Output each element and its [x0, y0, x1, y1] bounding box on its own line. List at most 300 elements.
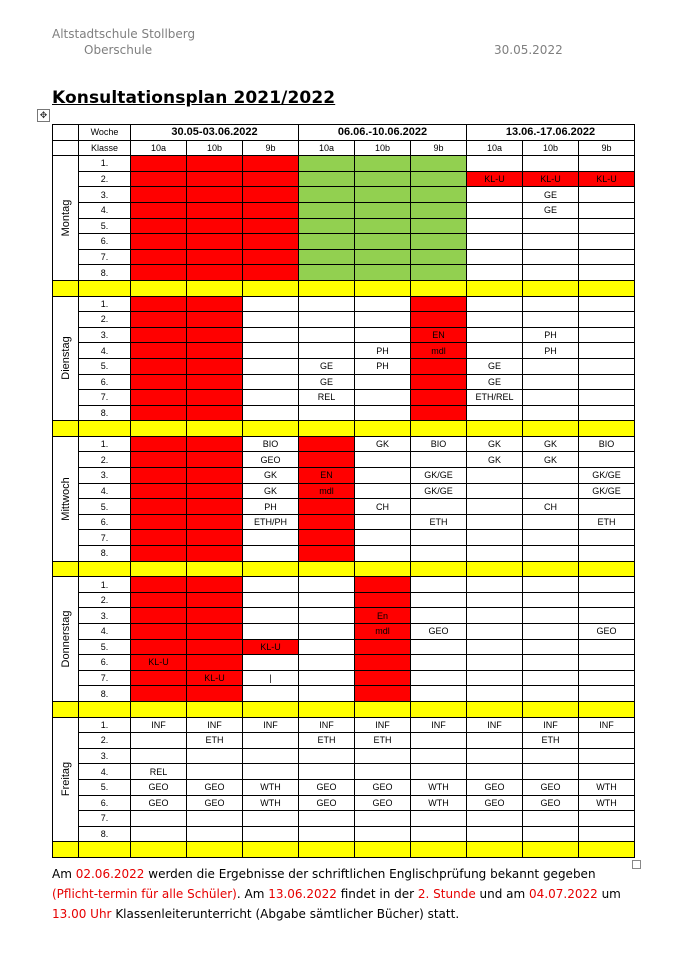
schedule-cell [355, 374, 411, 390]
schedule-cell [579, 546, 635, 562]
schedule-cell [131, 436, 187, 452]
schedule-cell [467, 156, 523, 172]
schedule-cell [131, 530, 187, 546]
schedule-cell [299, 514, 355, 530]
table-row [53, 218, 635, 234]
schedule-cell [411, 374, 467, 390]
period-number: 6. [79, 234, 131, 250]
period-number: 7. [79, 390, 131, 406]
schedule-cell [299, 343, 355, 359]
schedule-cell: GE [523, 202, 579, 218]
schedule-cell [523, 234, 579, 250]
schedule-cell: KL-U [187, 670, 243, 686]
schedule-cell [299, 530, 355, 546]
schedule-cell [243, 764, 299, 780]
schedule-cell [131, 499, 187, 515]
schedule-cell: KL-U [467, 171, 523, 187]
class-header: 10a [467, 140, 523, 156]
table-row [53, 452, 635, 468]
schedule-cell [467, 546, 523, 562]
schedule-cell [411, 592, 467, 608]
schedule-cell [299, 655, 355, 671]
period-number: 5. [79, 358, 131, 374]
schedule-cell [187, 686, 243, 702]
schedule-cell: GEO [131, 795, 187, 811]
day-label [53, 296, 79, 421]
woche-label: Woche [79, 125, 131, 141]
schedule-cell [299, 499, 355, 515]
schedule-cell [243, 748, 299, 764]
separator-cell [187, 701, 243, 717]
separator-cell [79, 701, 131, 717]
table-row [53, 670, 635, 686]
schedule-cell [187, 327, 243, 343]
table-row [53, 265, 635, 281]
schedule-cell [579, 733, 635, 749]
day-separator-row [53, 421, 635, 437]
schedule-cell [243, 655, 299, 671]
schedule-cell [467, 249, 523, 265]
schedule-cell [187, 748, 243, 764]
period-number: 3. [79, 468, 131, 484]
table-row [53, 468, 635, 484]
schedule-cell [411, 296, 467, 312]
separator-cell [243, 842, 299, 858]
schedule-cell [187, 202, 243, 218]
schedule-cell [187, 436, 243, 452]
schedule-cell [355, 234, 411, 250]
schedule-cell [355, 312, 411, 328]
footer-highlight: (Pflicht-termin für alle Schüler) [52, 887, 237, 901]
schedule-cell [355, 483, 411, 499]
table-row [53, 358, 635, 374]
table-row [53, 374, 635, 390]
day-separator-row [53, 280, 635, 296]
separator-cell [299, 421, 355, 437]
schedule-cell: ETH [579, 514, 635, 530]
schedule-cell [243, 546, 299, 562]
schedule-cell: GE [467, 374, 523, 390]
schedule-cell [243, 343, 299, 359]
schedule-cell: GEO [579, 624, 635, 640]
schedule-cell [131, 826, 187, 842]
table-row [53, 577, 635, 593]
table-row [53, 811, 635, 827]
schedule-cell [187, 390, 243, 406]
schedule-cell [579, 343, 635, 359]
schedule-cell: GEO [411, 624, 467, 640]
schedule-cell [131, 733, 187, 749]
schedule-cell: GK/GE [411, 483, 467, 499]
schedule-cell [243, 171, 299, 187]
schedule-cell: PH [243, 499, 299, 515]
separator-cell [243, 701, 299, 717]
schedule-cell [467, 327, 523, 343]
schedule-cell [299, 811, 355, 827]
schedule-cell [411, 171, 467, 187]
schedule-cell [243, 577, 299, 593]
separator-cell [411, 280, 467, 296]
schedule-cell: GEO [131, 779, 187, 795]
schedule-cell [243, 811, 299, 827]
schedule-cell [411, 748, 467, 764]
schedule-cell [467, 608, 523, 624]
schedule-cell: GK/GE [579, 468, 635, 484]
schedule-cell [523, 514, 579, 530]
schedule-cell [355, 670, 411, 686]
school-name: Altstadtschule Stollberg [52, 27, 196, 41]
schedule-cell [243, 374, 299, 390]
footer-highlight: 04.07.2022 [529, 887, 598, 901]
period-number: 4. [79, 343, 131, 359]
separator-cell [79, 561, 131, 577]
separator-cell [355, 701, 411, 717]
schedule-cell [187, 764, 243, 780]
schedule-cell [523, 468, 579, 484]
schedule-cell: WTH [243, 795, 299, 811]
separator-cell [355, 421, 411, 437]
table-row [53, 826, 635, 842]
separator-cell [131, 842, 187, 858]
schedule-cell [187, 514, 243, 530]
day-label [53, 436, 79, 561]
schedule-cell [299, 312, 355, 328]
schedule-cell: INF [187, 717, 243, 733]
table-row [53, 327, 635, 343]
schedule-cell [579, 327, 635, 343]
schedule-cell: REL [131, 764, 187, 780]
schedule-cell [131, 670, 187, 686]
schedule-cell [243, 608, 299, 624]
schedule-cell [411, 670, 467, 686]
separator-cell [299, 842, 355, 858]
schedule-cell [467, 312, 523, 328]
schedule-cell [467, 686, 523, 702]
schedule-cell [523, 358, 579, 374]
schedule-cell [131, 577, 187, 593]
separator-cell [187, 561, 243, 577]
schedule-cell [187, 187, 243, 203]
schedule-cell: ETH [411, 514, 467, 530]
separator-cell [467, 561, 523, 577]
schedule-cell [523, 218, 579, 234]
class-header: 9b [243, 140, 299, 156]
day-label [53, 577, 79, 702]
separator-cell [53, 561, 79, 577]
separator-cell [467, 280, 523, 296]
schedule-cell [411, 577, 467, 593]
day-name: Dienstag [59, 336, 72, 381]
period-number: 4. [79, 764, 131, 780]
schedule-cell [299, 670, 355, 686]
schedule-cell: mdl [411, 343, 467, 359]
schedule-cell [523, 624, 579, 640]
period-number: 2. [79, 171, 131, 187]
schedule-cell [579, 530, 635, 546]
schedule-cell [243, 592, 299, 608]
schedule-cell [243, 327, 299, 343]
table-row [53, 717, 635, 733]
schedule-cell [467, 624, 523, 640]
schedule-cell [299, 234, 355, 250]
table-row [53, 405, 635, 421]
period-number: 5. [79, 218, 131, 234]
schedule-cell [523, 249, 579, 265]
class-header: 10b [187, 140, 243, 156]
schedule-cell: GK/GE [411, 468, 467, 484]
schedule-cell [411, 358, 467, 374]
schedule-cell: GE [523, 187, 579, 203]
schedule-cell: BIO [243, 436, 299, 452]
schedule-cell: WTH [579, 779, 635, 795]
separator-cell [523, 280, 579, 296]
schedule-cell [131, 624, 187, 640]
schedule-cell [523, 530, 579, 546]
schedule-cell [579, 811, 635, 827]
schedule-cell: GK [355, 436, 411, 452]
separator-cell [467, 421, 523, 437]
schedule-cell [355, 171, 411, 187]
separator-cell [299, 561, 355, 577]
schedule-cell: ETH/PH [243, 514, 299, 530]
schedule-cell [523, 390, 579, 406]
schedule-cell [131, 202, 187, 218]
schedule-cell [243, 530, 299, 546]
schedule-cell [187, 265, 243, 281]
schedule-cell: GK [467, 452, 523, 468]
schedule-cell [411, 452, 467, 468]
schedule-cell [299, 748, 355, 764]
schedule-cell [355, 592, 411, 608]
schedule-cell [355, 218, 411, 234]
period-number: 5. [79, 499, 131, 515]
schedule-cell [579, 187, 635, 203]
schedule-cell [187, 156, 243, 172]
schedule-cell [131, 546, 187, 562]
separator-cell [467, 701, 523, 717]
schedule-cell [355, 187, 411, 203]
schedule-cell [243, 156, 299, 172]
schedule-cell [131, 156, 187, 172]
schedule-cell [299, 171, 355, 187]
schedule-cell [467, 265, 523, 281]
schedule-cell [131, 452, 187, 468]
separator-cell [243, 421, 299, 437]
schedule-cell [579, 826, 635, 842]
schedule-cell [467, 748, 523, 764]
schedule-cell [579, 218, 635, 234]
schedule-cell [355, 655, 411, 671]
schedule-cell: WTH [411, 795, 467, 811]
separator-cell [53, 842, 79, 858]
table-row [53, 639, 635, 655]
schedule-cell: GE [299, 374, 355, 390]
schedule-cell [579, 499, 635, 515]
period-number: 2. [79, 452, 131, 468]
schedule-cell: KL-U [523, 171, 579, 187]
schedule-cell [411, 546, 467, 562]
schedule-cell [131, 171, 187, 187]
schedule-cell [299, 296, 355, 312]
separator-cell [355, 561, 411, 577]
schedule-cell [579, 156, 635, 172]
schedule-cell [131, 374, 187, 390]
day-name: Montag [59, 199, 72, 237]
separator-cell [79, 421, 131, 437]
day-name: Freitag [59, 762, 72, 797]
separator-cell [579, 701, 635, 717]
period-number: 1. [79, 296, 131, 312]
table-row [53, 608, 635, 624]
schedule-cell [523, 296, 579, 312]
schedule-cell [243, 686, 299, 702]
day-separator-row [53, 701, 635, 717]
schedule-cell [131, 343, 187, 359]
schedule-cell [579, 670, 635, 686]
schedule-cell [299, 546, 355, 562]
schedule-cell [299, 764, 355, 780]
schedule-cell [243, 390, 299, 406]
schedule-cell [187, 468, 243, 484]
schedule-cell: GEO [467, 795, 523, 811]
footer-highlight: 13.00 Uhr [52, 907, 112, 921]
table-row [53, 436, 635, 452]
separator-cell [79, 842, 131, 858]
schedule-cell: INF [131, 717, 187, 733]
table-row [53, 514, 635, 530]
schedule-cell [411, 764, 467, 780]
schedule-cell [187, 530, 243, 546]
period-number: 1. [79, 436, 131, 452]
day-name: Donnerstag [59, 610, 72, 668]
klasse-label: Klasse [79, 140, 131, 156]
table-row [53, 546, 635, 562]
schedule-cell [243, 624, 299, 640]
table-row [53, 483, 635, 499]
schedule-cell [187, 452, 243, 468]
schedule-cell: EN [411, 327, 467, 343]
schedule-cell [523, 686, 579, 702]
schedule-cell [243, 202, 299, 218]
schedule-cell [523, 405, 579, 421]
separator-cell [579, 561, 635, 577]
separator-cell [131, 421, 187, 437]
schedule-cell [187, 234, 243, 250]
schedule-cell: GK [467, 436, 523, 452]
schedule-cell [355, 202, 411, 218]
schedule-cell: GEO [355, 795, 411, 811]
schedule-cell [523, 748, 579, 764]
schedule-cell [243, 312, 299, 328]
separator-cell [467, 842, 523, 858]
schedule-cell [187, 249, 243, 265]
schedule-cell [299, 686, 355, 702]
schedule-cell [131, 483, 187, 499]
schedule-cell [579, 296, 635, 312]
schedule-cell [131, 390, 187, 406]
schedule-cell [579, 249, 635, 265]
schedule-cell [299, 265, 355, 281]
separator-cell [79, 280, 131, 296]
schedule-cell [355, 639, 411, 655]
period-number: 3. [79, 327, 131, 343]
schedule-cell [355, 546, 411, 562]
schedule-cell [467, 468, 523, 484]
schedule-cell [579, 265, 635, 281]
table-move-handle-icon[interactable]: ✥ [37, 109, 50, 122]
day-name: Mittwoch [59, 477, 72, 521]
schedule-cell [411, 530, 467, 546]
schedule-cell: GK [243, 468, 299, 484]
week-header: 30.05-03.06.2022 [131, 125, 299, 141]
separator-cell [187, 421, 243, 437]
separator-cell [523, 421, 579, 437]
separator-cell [523, 561, 579, 577]
schedule-cell [355, 390, 411, 406]
schedule-cell [355, 826, 411, 842]
schedule-cell [299, 327, 355, 343]
schedule-cell [299, 826, 355, 842]
separator-cell [411, 421, 467, 437]
table-row [53, 624, 635, 640]
table-row [53, 156, 635, 172]
schedule-cell [243, 405, 299, 421]
schedule-cell [411, 405, 467, 421]
schedule-cell: ETH [299, 733, 355, 749]
schedule-cell [299, 436, 355, 452]
separator-cell [187, 280, 243, 296]
schedule-cell [467, 670, 523, 686]
schedule-cell [355, 156, 411, 172]
schedule-cell [243, 249, 299, 265]
schedule-cell [187, 405, 243, 421]
footer-highlight: 02.06.2022 [75, 867, 145, 881]
schedule-cell [411, 499, 467, 515]
schedule-cell [411, 218, 467, 234]
schedule-cell [579, 312, 635, 328]
schedule-cell [411, 312, 467, 328]
separator-cell [131, 280, 187, 296]
schedule-cell [523, 655, 579, 671]
schedule-cell [243, 733, 299, 749]
class-header: 10b [523, 140, 579, 156]
schedule-cell: INF [299, 717, 355, 733]
schedule-cell: GEO [187, 779, 243, 795]
schedule-cell: ETH/REL [467, 390, 523, 406]
schedule-cell: PH [355, 358, 411, 374]
table-row [53, 779, 635, 795]
schedule-cell [243, 296, 299, 312]
schedule-cell [187, 577, 243, 593]
schedule-cell [579, 452, 635, 468]
schedule-cell [355, 514, 411, 530]
period-number: 3. [79, 608, 131, 624]
separator-cell [299, 280, 355, 296]
footer-note [52, 864, 642, 924]
schedule-cell [355, 249, 411, 265]
table-row [53, 296, 635, 312]
schedule-cell [579, 748, 635, 764]
period-number: 2. [79, 312, 131, 328]
schedule-cell [523, 811, 579, 827]
table-row [53, 312, 635, 328]
schedule-cell [187, 343, 243, 359]
schedule-cell [467, 655, 523, 671]
schedule-cell [523, 265, 579, 281]
schedule-cell [355, 577, 411, 593]
schedule-cell: GK [523, 452, 579, 468]
footer-text: Klassenleiterunterricht (Abgabe sämtlicher Bücher) statt. [111, 907, 460, 921]
